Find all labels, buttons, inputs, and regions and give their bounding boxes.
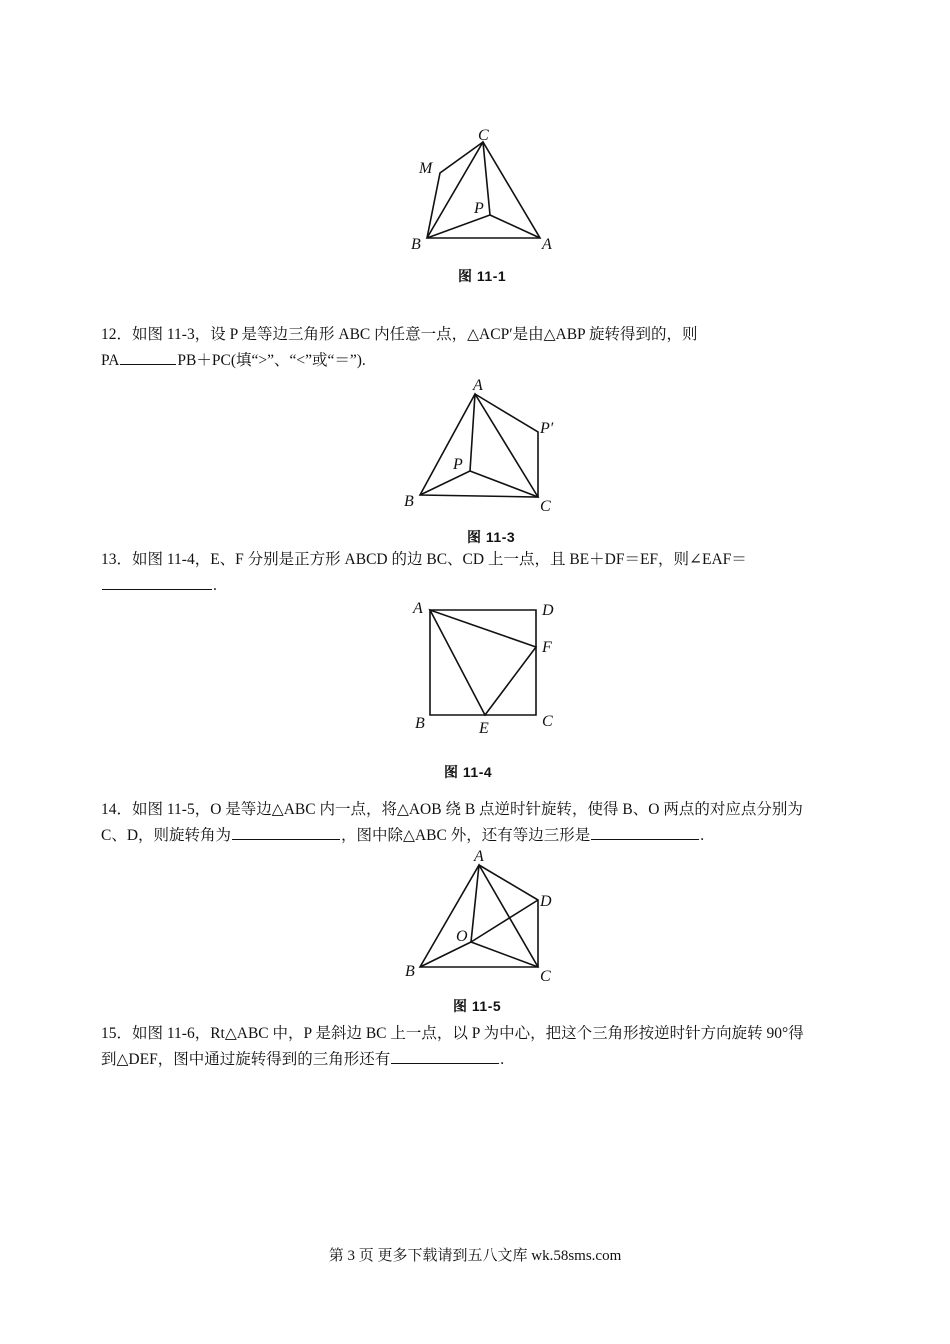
question-15-line-2 — [101, 1047, 861, 1073]
point-label-c: C — [542, 713, 553, 730]
question-15 — [101, 1021, 861, 1073]
question-12-pre: PA — [101, 352, 120, 369]
figure-11-5-caption: 图 11-5 — [453, 998, 502, 1014]
square-abcd — [430, 610, 536, 715]
point-label-p: P — [453, 456, 463, 473]
page-footer: 第 3 页 更多下载请到五八文库 wk.58sms.com — [328, 1248, 622, 1264]
figure-11-1-diagram — [405, 125, 565, 255]
question-15-post: . — [500, 1051, 505, 1068]
question-12-post: PB＋PC(填“>”、“<”或“＝”). — [177, 352, 366, 369]
point-label-c: C — [540, 968, 551, 985]
question-13-post: . — [213, 577, 217, 594]
segment-pc — [470, 471, 538, 497]
figure-11-1 — [405, 125, 565, 255]
triangle-abc — [420, 394, 538, 497]
answer-blank-14a[interactable] — [232, 824, 340, 840]
point-label-a: A — [542, 236, 552, 253]
triangle-abc — [420, 865, 538, 967]
point-label-a: A — [473, 377, 483, 394]
point-label-b: B — [404, 493, 414, 510]
point-label-e: E — [479, 720, 489, 737]
point-label-a: A — [413, 600, 423, 617]
answer-blank-13[interactable] — [102, 574, 212, 590]
point-label-m: M — [419, 160, 433, 177]
point-label-a: A — [474, 848, 484, 865]
point-label-b: B — [415, 715, 425, 732]
point-label-c: C — [540, 498, 551, 515]
answer-blank-14b[interactable] — [591, 824, 699, 840]
question-14 — [101, 797, 861, 849]
figure-11-4-caption: 图 11-4 — [444, 764, 493, 780]
figure-11-1-caption: 图 11-1 — [458, 268, 507, 284]
question-13 — [101, 547, 861, 599]
point-label-c: C — [478, 127, 489, 144]
point-label-p: P — [474, 200, 484, 217]
question-14-pre: C、D，则旋转角为 — [101, 827, 232, 844]
point-label-b: B — [411, 236, 421, 253]
question-14-mid: ，图中除△ABC 外，还有等边三形是 — [341, 827, 591, 844]
point-label-f: F — [542, 639, 552, 656]
question-14-post: . — [700, 827, 705, 844]
figure-11-3-diagram — [395, 370, 575, 520]
question-15-pre: 到△DEF，图中通过旋转得到的三角形还有 — [101, 1051, 391, 1068]
answer-blank-12[interactable] — [120, 349, 176, 365]
point-label-d: D — [540, 893, 552, 910]
figure-11-3-caption: 图 11-3 — [467, 529, 516, 545]
answer-blank-15[interactable] — [391, 1048, 499, 1064]
point-label-b: B — [405, 963, 415, 980]
figure-11-4 — [405, 595, 575, 740]
triangle-abc — [427, 142, 540, 238]
figure-11-3 — [395, 370, 575, 520]
question-13-line-1: 13．如图 11-4，E、F 分别是正方形 ABCD 的边 BC、CD 上一点，且 BE＋DF＝EF，则∠EAF＝ — [101, 551, 747, 568]
point-label-p-prime: P′ — [540, 420, 554, 437]
question-15-line-1: 15．如图 11-6，Rt△ABC 中，P 是斜边 BC 上一点，以 P 为中心，把这个三角形按逆时针方向旋转 90°得 — [101, 1025, 804, 1042]
figure-11-4-diagram — [405, 595, 575, 740]
question-14-line-1: 14．如图 11-5，O 是等边△ABC 内一点，将△AOB 绕 B 点逆时针旋转，使得 B、O 两点的对应点分别为 — [101, 801, 803, 818]
figure-11-5-diagram — [395, 845, 575, 995]
question-12 — [101, 322, 861, 374]
segment-oc — [471, 942, 538, 967]
figure-11-5 — [395, 845, 575, 995]
point-label-o: O — [456, 928, 468, 945]
question-12-line-1: 12．如图 11-3，设 P 是等边三角形 ABC 内任意一点，△ACP′是由△ABP 旋转得到的，则 — [101, 326, 698, 343]
triangle-aef — [430, 610, 536, 715]
point-label-d: D — [542, 602, 554, 619]
segment-od — [471, 900, 538, 942]
